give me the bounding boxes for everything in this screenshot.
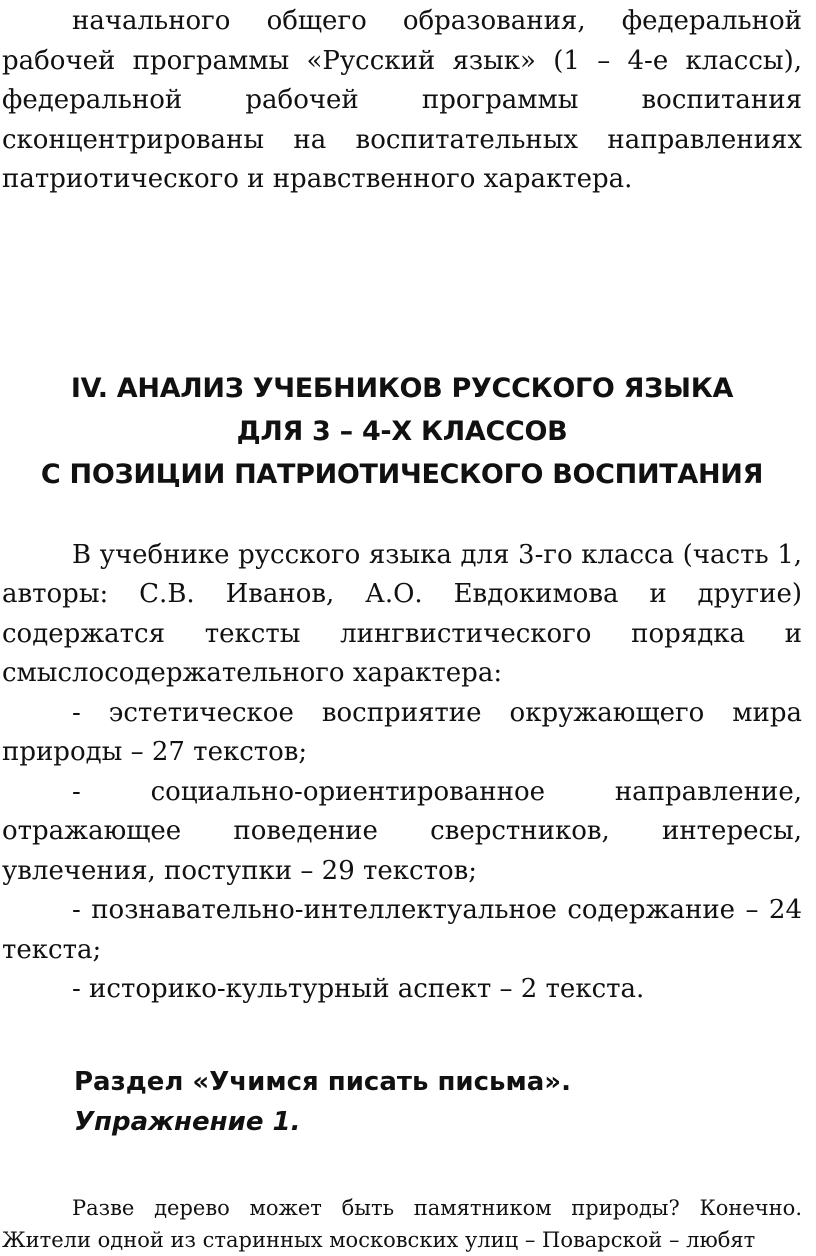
heading-line-3: С ПОЗИЦИИ ПАТРИОТИЧЕСКОГО ВОСПИТАНИЯ [40, 458, 764, 490]
textbook-paragraph: В учебнике русского языка для 3-го класса (часть 1, авторы: С.В. Иванов, А.О. Евдокимова и другие) содержатся тексты лингвистического порядка и смыслосодержательного характера: [2, 539, 802, 688]
list-item: - эстетическое восприятие окружающего мира природы – 27 текстов; [2, 697, 802, 767]
intro-paragraph: начального общего образования, федеральной рабочей программы «Русский язык» (1 – 4-е классы), федеральной рабочей программы воспитания сконцентрированы на воспитательных направлениях патриотического и нравственного характера. [2, 6, 802, 194]
content-list [2, 694, 802, 1010]
list-item: - социально-ориентированное направление, отражающее поведение сверстников, интересы, увлечения, поступки – 29 текстов; [2, 776, 802, 886]
exercise-title: Упражнение 1. [74, 1106, 301, 1137]
section-heading [2, 367, 802, 496]
list-item: - познавательно-интеллектуальное содержание – 24 текста; [2, 895, 802, 965]
heading-line-1: IV. АНАЛИЗ УЧЕБНИКОВ РУССКОГО ЯЗЫКА [70, 372, 734, 404]
heading-line-2: ДЛЯ 3 – 4-Х КЛАССОВ [236, 415, 568, 447]
section-title: Раздел «Учимся писать письма». [74, 1066, 571, 1097]
list-item: - историко-культурный аспект – 2 текста. [72, 974, 645, 1004]
exercise-text: Разве дерево может быть памятником природы? Конечно. Жители одной из старинных московских улиц – Поварской – любят [2, 1195, 802, 1252]
